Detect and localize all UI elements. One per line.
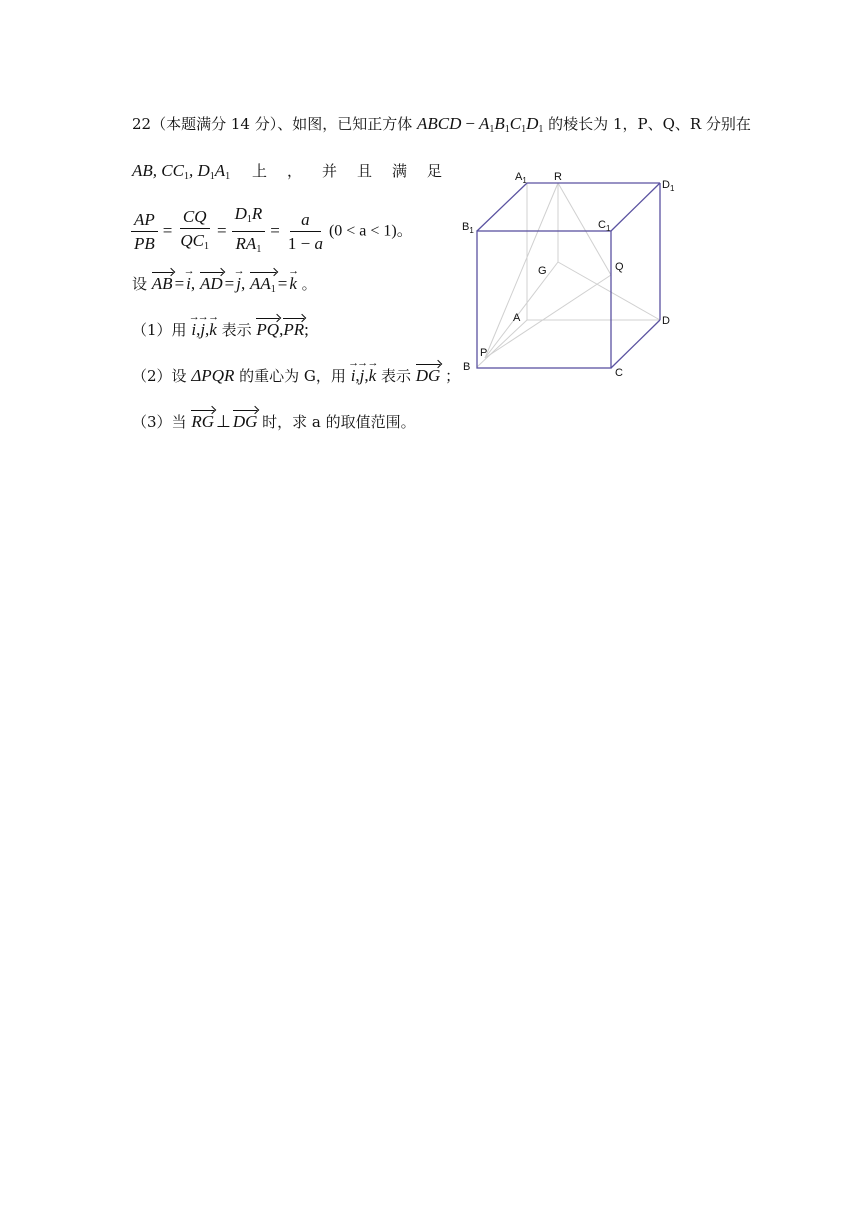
label-B: B: [463, 361, 471, 373]
segments: AB, $CC_1$, $D_1A_1$: [132, 161, 231, 182]
label-C1: $C_1$: [598, 219, 611, 233]
label-D: D: [662, 315, 670, 327]
label-C: C: [615, 367, 623, 379]
problem-number: 22: [132, 115, 152, 133]
ratio-ap-pb: $\frac{AP}{PB}$: [131, 210, 158, 253]
ratio-cq-qc1: $\frac{CQ}{QC_1}$: [180, 207, 209, 252]
ratio-d1r-ra1: $\frac{D_1R}{RA_1}$: [232, 204, 266, 259]
label-Q: Q: [615, 261, 624, 273]
question-1: （1）用 → i,→ j,→ k 表示 PQ,PR;: [132, 320, 309, 340]
label-B1: $B_1$: [462, 221, 474, 235]
label-A: A: [513, 312, 521, 324]
label-P: P: [480, 347, 488, 359]
label-D1: $D_1$: [662, 179, 675, 193]
ratio-condition: (0 < a < 1)。: [328, 222, 413, 240]
ratio-equation: $\frac{AP}{PB}$ = $\frac{CQ}{QC_1}$ = $\frac{D_1R}{RA_1}$ = $\frac{a}{1 - a}$ (0 < a < 1)。: [128, 204, 413, 259]
visible-edges: [477, 183, 660, 368]
cube-notation: ABCD − $A_1B_1C_1D_1$: [417, 114, 544, 135]
score-note: （本题满分 14 分）、如图，已知正方体: [151, 115, 413, 133]
spread-words: 上 ， 并 且 满 足: [252, 162, 442, 180]
label-G: G: [538, 265, 547, 277]
label-R: R: [554, 171, 562, 183]
question-2: （2）设 ΔPQR 的重心为 G，用 → i,→ j,→ k 表示 DG ；: [132, 366, 460, 386]
label-A1: $A_1$: [515, 171, 527, 185]
edge-text: 的棱长为 1，P、Q、R 分别在: [548, 115, 751, 133]
vector-definitions: 设 AB =→ i, AD =→ j, $AA_1 =\to k$ 。: [132, 274, 317, 300]
question-3: （3）当 RG ⊥ DG 时，求 a 的取值范围。: [132, 412, 416, 431]
ratio-a: $\frac{a}{1 - a}$: [287, 210, 323, 253]
